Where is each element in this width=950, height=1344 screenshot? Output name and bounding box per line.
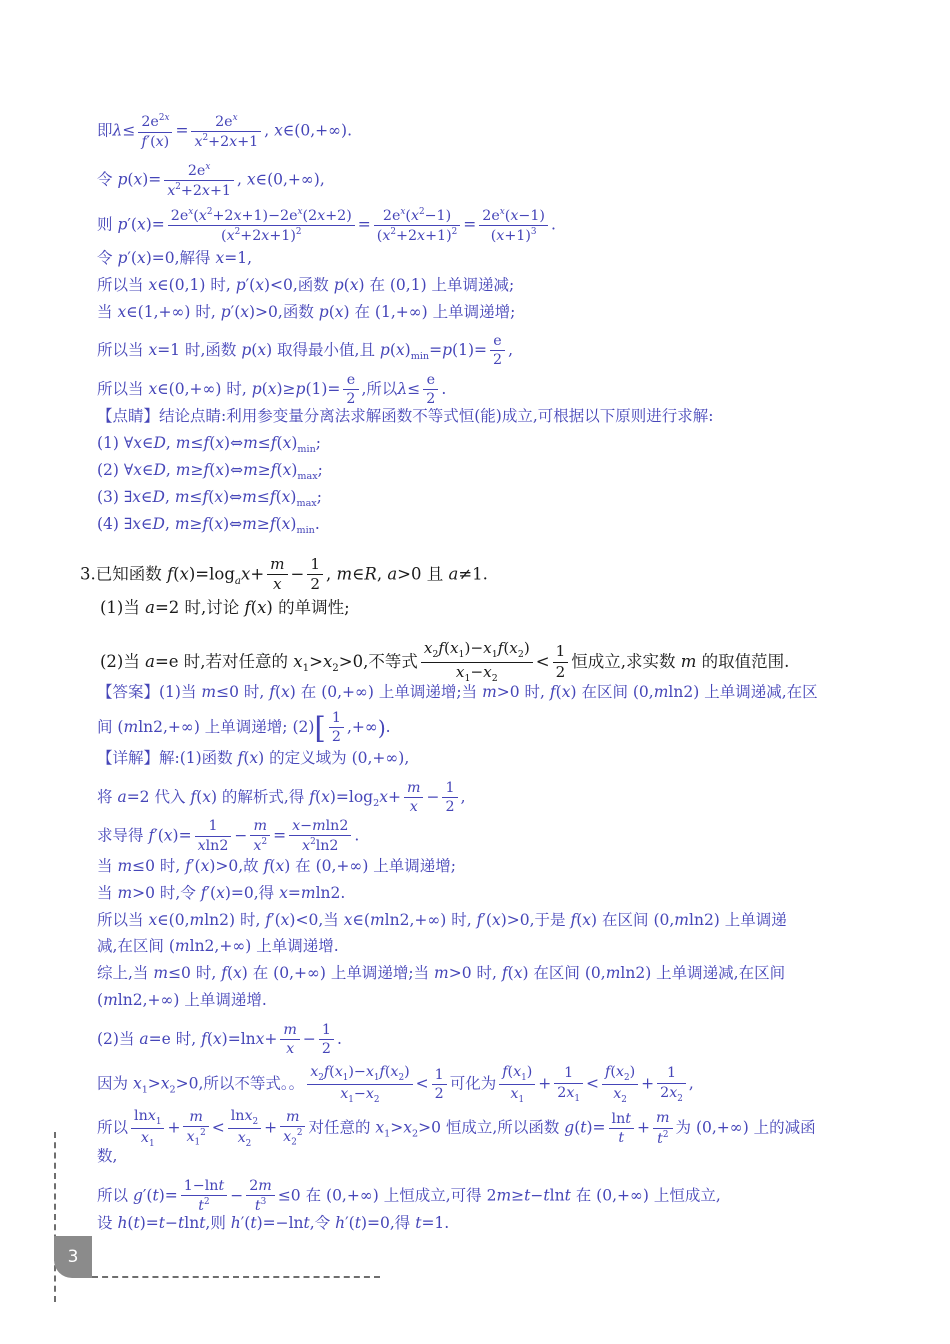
detail-line-9: (mln2,+∞) 上单调递增. xyxy=(97,991,267,1009)
detail-line-8: 综上,当 m≤0 时, f(x) 在 (0,+∞) 上单调递增;当 m>0 时, f(x) 在区间 (0,mln2) 上单调递减,在区间 xyxy=(97,964,786,982)
detail-line-10: (2)当 a=e 时, f(x)=lnx+ $\frac{m}{x}$ − $\frac{1}{2}$ . xyxy=(97,1022,342,1058)
detail-line-5: 当 m>0 时,令 f′(x)=0,得 x=mln2. xyxy=(97,884,346,902)
solution-line-4: 令 p′(x)=0,解得 x=1, xyxy=(97,249,252,267)
detail-line-15: 设 h(t)=t−tlnt,则 h′(t)=−lnt,令 h′(t)=0,得 t=1. xyxy=(97,1214,450,1232)
question-3-statement: 3.已知函数 $f(x)=\log_ax+$ $\frac{m}{x}$ − $\frac{1}{2}$ , m∈R, a>0 且 a≠1. xyxy=(80,555,488,594)
detail-line-7: 减,在区间 (mln2,+∞) 上单调递增. xyxy=(97,937,339,955)
detail-line-3: 求导得 f′(x)= $\frac{1}{xln2}$ − $\frac{m}{x^2}$ = $\frac{x-mln2}{x^2\ln 2}$ . xyxy=(97,818,360,855)
comment-rule-1: (1) ∀x∈D, $m\le f(x)\Leftrightarrow m\le f(x)_{min}$; xyxy=(97,434,322,456)
question-3-part-2: (2)当 a=e 时,若对任意的 $x_1>x_2>0$,不等式 $\frac{x_2f(x_1)-x_1f(x_2)}{x_1-x_2}$ < $\frac{1}{2}$ 恒成立,求实数 m 的取值范围. xyxy=(100,639,790,684)
answer-line-2: 间 (mln2,+∞) 上单调递增; (2)[ $\frac{1}{2}$ ,+∞). xyxy=(97,710,391,746)
question-3-part-1: (1)当 a=2 时,讨论 f(x) 的单调性; xyxy=(100,598,350,617)
detail-line-11: 因为 $x_1>x_2>0$,所以不等式。。 $\frac{x_2f(x_1)-x_1f(x_2)}{x_1-x_2}$ < $\frac{1}{2}$ 可化为 $\frac{f(x_1)}{x_1}$ + $\frac{1}{2x_1}$ < $\frac{f(x_2)}{x_2}$ + $\frac{1}{2x_2}$ , xyxy=(97,1064,694,1105)
footer-dashed-line xyxy=(92,1276,380,1278)
solution-line-1: 即λ≤ $\frac{2e^{2x}}{f'(x)}$ = $\frac{2e^x}{x^2+2x+1}$ , x∈(0,+∞). xyxy=(97,113,352,150)
comment-rule-3: (3) ∃x∈D, $m\le f(x)\Leftrightarrow m\le f(x)_{max}$; xyxy=(97,488,322,510)
comment-rule-2: (2) ∀x∈D, $m\ge f(x)\Leftrightarrow m\ge f(x)_{max}$; xyxy=(97,461,323,483)
detail-line-6: 所以当 x∈(0,mln2) 时, f′(x)<0,当 x∈(mln2,+∞) 时, f′(x)>0,于是 f(x) 在区间 (0,mln2) 上单调递 xyxy=(97,911,787,929)
solution-line-8: 所以当 x∈(0,+∞) 时, p(x)≥p(1)= $\frac{e}{2}$ ,所以λ≤ $\frac{e}{2}$ . xyxy=(97,372,447,408)
comment-header: 【点睛】结论点睛:利用参变量分离法求解函数不等式恒(能)成立,可根据以下原则进行求解: xyxy=(97,407,714,425)
detail-line-1: 【详解】解:(1)函数 f(x) 的定义域为 (0,+∞), xyxy=(97,749,410,767)
solution-line-6: 当 x∈(1,+∞) 时, p′(x)>0,函数 p(x) 在 (1,+∞) 上单调递增; xyxy=(97,303,516,321)
page-number-tab xyxy=(54,1236,92,1278)
solution-line-5: 所以当 x∈(0,1) 时, p′(x)<0,函数 p(x) 在 (0,1) 上单调递减; xyxy=(97,276,515,294)
solution-line-7: 所以当 x=1 时,函数 p(x) 取得最小值,且 $p(x)_{min}=p(1)=$ $\frac{e}{2}$ , xyxy=(97,333,513,369)
answer-line-1: 【答案】(1)当 m≤0 时, f(x) 在 (0,+∞) 上单调递增;当 m>0 时, f(x) 在区间 (0,mln2) 上单调递减,在区 xyxy=(97,683,818,701)
comment-rule-4: (4) ∃x∈D, $m\ge f(x)\Leftrightarrow m\ge f(x)_{min}$. xyxy=(97,515,320,537)
detail-line-4: 当 m≤0 时, f′(x)>0,故 f(x) 在 (0,+∞) 上单调递增; xyxy=(97,857,457,875)
margin-dashed-line xyxy=(54,1132,56,1302)
detail-line-12: 所以 $\frac{\ln x_1}{x_1}$ + $\frac{m}{x_1^2}$ < $\frac{\ln x_2}{x_2}$ + $\frac{m}{x_2^2}$ 对任意的 $x_1>x_2>0$ 恒成立,所以函数 g(t)= $\frac{\ln t}{t}$ + $\frac{m}{t^2}$ 为 (0,+∞) 上的减函 xyxy=(97,1108,816,1149)
detail-line-2: 将 a=2 代入 f(x) 的解析式,得 $f(x)=\log_2x+$ $\frac{m}{x}$ − $\frac{1}{2}$ , xyxy=(97,780,466,816)
page-number: 3 xyxy=(67,1247,79,1267)
solution-line-3: 则 p′(x)= $\frac{2e^x(x^2+2x+1)-2e^x(2x+2)}{(x^2+2x+1)^2}$ = $\frac{2e^x(x^2-1)}{(x^2+2x+1)^2}$ = $\frac{2e^x(x-1)}{(x+1)^3}$ . xyxy=(97,207,556,244)
solution-line-2: 令 p(x)= $\frac{2e^x}{x^2+2x+1}$ , x∈(0,+∞), xyxy=(97,162,325,199)
detail-line-13: 数, xyxy=(97,1147,118,1165)
detail-line-14: 所以 g′(t)= $\frac{1-\ln t}{t^2}$ − $\frac{2m}{t^3}$ ≤0 在 (0,+∞) 上恒成立,可得 2m≥t−tlnt 在 (0,+∞) 上恒成立, xyxy=(97,1178,721,1215)
